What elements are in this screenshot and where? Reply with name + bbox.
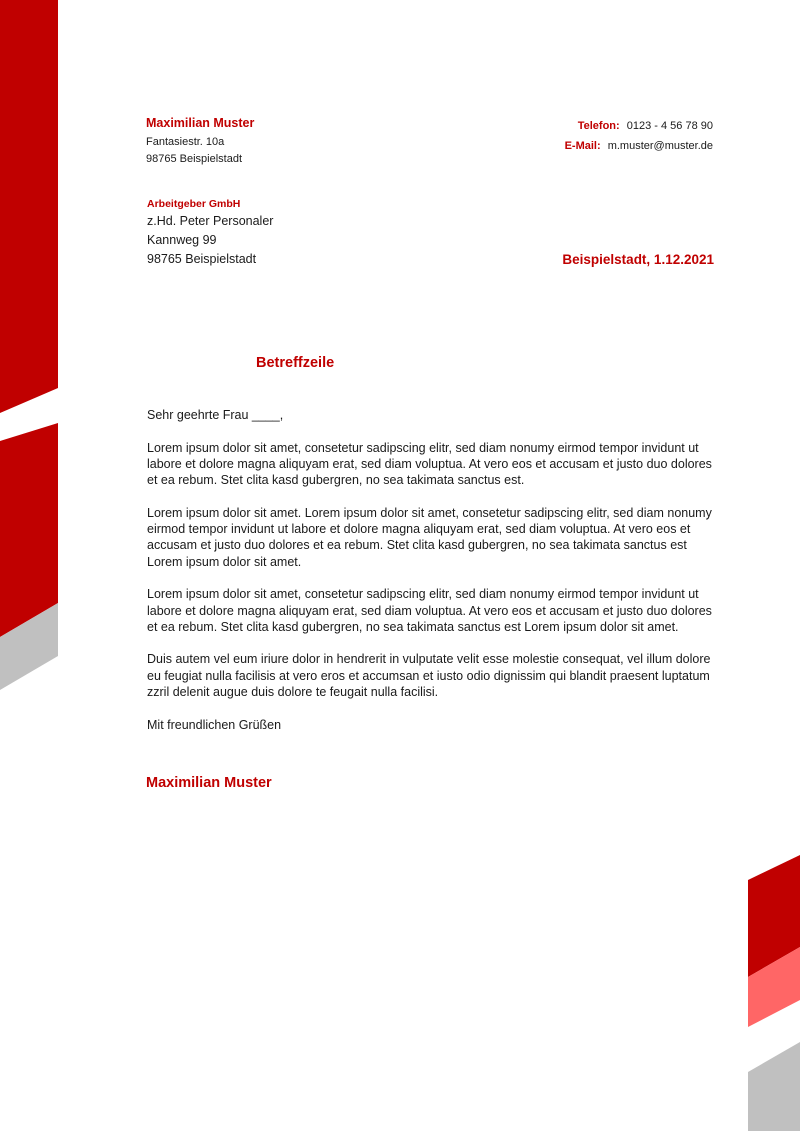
email-row [565, 136, 713, 156]
phone-label: Telefon: [577, 120, 620, 132]
signature-name: Maximilian Muster [146, 775, 272, 791]
salutation: Sehr geehrte Frau ____, [147, 408, 284, 422]
right-gray-band [748, 1042, 800, 1131]
left-red-band-middle [0, 423, 58, 637]
body-paragraph: Lorem ipsum dolor sit amet, consetetur sadipscing elitr, sed diam nonumy eirmod tempor invidunt ut labore et dolore magna aliquyam erat, sed diam voluptua. At vero eos et accusam et justo duo dolores et ea rebum. Stet clita kasd gubergren, no sea takimata sanctus est. [147, 440, 712, 488]
phone-row [565, 116, 713, 136]
recipient-company: Arbeitgeber GmbH [147, 198, 241, 210]
date-line: Beispielstadt, 1.12.2021 [562, 252, 714, 267]
body-paragraph: Duis autem vel eum iriure dolor in hendrerit in vulputate velit esse molestie consequat, vel illum dolore eu feugiat nulla facilisis at vero eros et accumsan et iusto odio dignissim qui blandit praesent luptatum zzril delenit augue duis dolore te feugait nulla facilisi. [147, 652, 711, 700]
body-paragraph: Lorem ipsum dolor sit amet, consetetur sadipscing elitr, sed diam nonumy eirmod tempor invidunt ut labore et dolore magna aliquyam erat, sed diam voluptua. At vero eos et accusam et justo duo dolores et ea rebum. Stet clita kasd gubergren, no sea takimata sanctus est Lorem ipsum dolor sit amet. [147, 587, 712, 634]
sender-name: Maximilian Muster [146, 116, 255, 130]
recipient-city: 98765 Beispielstadt [147, 252, 257, 266]
sender-city: 98765 Beispielstadt [146, 153, 243, 165]
phone-number: 0123 - 4 56 78 90 [626, 120, 713, 132]
recipient-attention: z.Hd. Peter Personaler [147, 214, 274, 228]
body-paragraph: Lorem ipsum dolor sit amet. Lorem ipsum dolor sit amet, consetetur sadipscing elitr, sed diam nonumy eirmod tempor invidunt ut labore et dolore magna aliquyam erat, sed diam voluptua. At vero eos et accusam et justo duo dolores et ea rebum. Stet clita kasd gubergren, no sea takimata sanctus est Lorem ipsum dolor sit amet. [147, 505, 712, 569]
left-red-band-top [0, 0, 58, 413]
closing: Mit freundlichen Grüßen [147, 717, 282, 732]
sender-street: Fantasiestr. 10a [146, 136, 225, 148]
email-label: E-Mail: [564, 140, 601, 152]
subject-line: Betreffzeile [256, 355, 335, 371]
contact-block [565, 116, 713, 156]
recipient-street: Kannweg 99 [147, 233, 217, 247]
letter-body [147, 407, 722, 749]
email-address: m.muster@muster.de [607, 140, 713, 152]
